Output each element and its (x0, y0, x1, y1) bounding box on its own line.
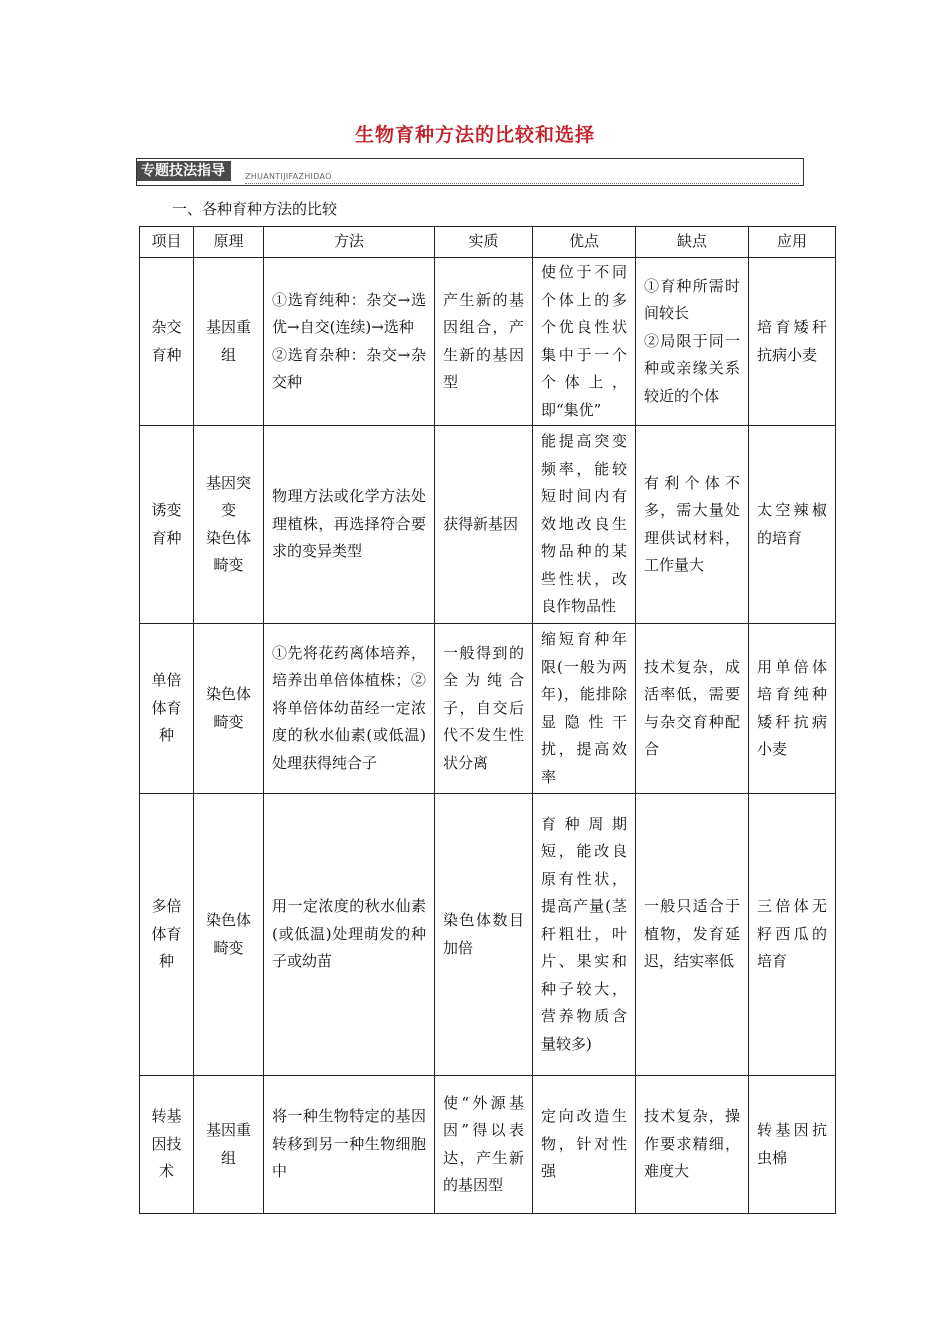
application-cell (749, 794, 836, 1076)
item-text: 单倍体育种 (151, 671, 182, 745)
banner-dotted-line (245, 183, 799, 184)
essence-cell (435, 426, 533, 624)
header-cell: 项目 (140, 227, 194, 258)
table-row (140, 624, 836, 794)
application-text: 培育矮秆抗病小麦 (757, 318, 827, 364)
advantage-text: 定向改造生物，针对性强 (541, 1107, 627, 1181)
advantage-text: 育种周期短，能改良原有性状，提高产量(茎秆粗壮，叶片、果实和种子较大，营养物质含量较多) (541, 814, 627, 1053)
table-header-row (140, 227, 836, 258)
advantage-cell (533, 426, 636, 624)
comparison-table (139, 226, 836, 1214)
header-cell: 优点 (533, 227, 636, 258)
advantage-cell (533, 624, 636, 794)
disadvantage-cell (636, 426, 749, 624)
principle-cell (194, 1076, 264, 1214)
section-heading: 一、各种育种方法的比较 (172, 200, 338, 218)
method-text: ①选育纯种：杂交→选优→自交(连续)→选种 ②选育杂种：杂交→杂交种 (272, 290, 426, 391)
disadvantage-cell (636, 624, 749, 794)
principle-cell (194, 794, 264, 1076)
header-cell: 实质 (435, 227, 533, 258)
disadvantage-text: 有利个体不多，需大量处理供试材料，工作量大 (644, 473, 740, 574)
item-cell (140, 258, 194, 426)
disadvantage-text: ①育种所需时间较长 ②局限于同一种或亲缘关系较近的个体 (644, 276, 740, 405)
application-cell (749, 258, 836, 426)
essence-text: 产生新的基因组合，产生新的基因型 (443, 290, 524, 391)
application-cell (749, 1076, 836, 1214)
application-cell (749, 426, 836, 624)
method-cell (264, 624, 435, 794)
table-row (140, 258, 836, 426)
principle-cell (194, 624, 264, 794)
essence-cell (435, 258, 533, 426)
header-cell: 方法 (264, 227, 435, 258)
principle-text: 染色体畸变 (205, 685, 251, 731)
advantage-cell (533, 1076, 636, 1214)
disadvantage-text: 技术复杂，操作要求精细，难度大 (644, 1107, 740, 1181)
page-title: 生物育种方法的比较和选择 (354, 124, 595, 146)
table-row (140, 1076, 836, 1214)
header-cell: 缺点 (636, 227, 749, 258)
principle-cell (194, 258, 264, 426)
item-text: 诱变育种 (151, 501, 182, 547)
item-cell (140, 624, 194, 794)
essence-cell (435, 1076, 533, 1214)
advantage-cell (533, 258, 636, 426)
header-cell: 原理 (194, 227, 264, 258)
disadvantage-cell (636, 1076, 749, 1214)
section-banner (136, 158, 804, 186)
essence-text: 获得新基因 (443, 514, 519, 533)
essence-text: 使“外源基因”得以表达，产生新的基因型 (443, 1093, 524, 1194)
essence-cell (435, 794, 533, 1076)
application-text: 转基因抗虫棉 (757, 1121, 827, 1167)
disadvantage-cell (636, 258, 749, 426)
banner-pinyin: ZHUANTIJIFAZHIDAO (245, 172, 332, 181)
item-text: 转基因技术 (151, 1107, 182, 1181)
item-cell (140, 794, 194, 1076)
table-row (140, 794, 836, 1076)
table-row (140, 426, 836, 624)
disadvantage-text: 一般只适合于植物，发育延迟，结实率低 (644, 897, 740, 971)
application-text: 太空辣椒的培育 (757, 501, 827, 547)
header-cell: 应用 (749, 227, 836, 258)
method-text: 用一定浓度的秋水仙素(或低温)处理萌发的种子或幼苗 (272, 897, 426, 971)
principle-cell (194, 426, 264, 624)
item-text: 杂交育种 (151, 318, 182, 364)
method-cell (264, 1076, 435, 1214)
method-cell (264, 794, 435, 1076)
advantage-text: 缩短育种年限(一般为两年)，能排除显隐性干扰，提高效率 (541, 630, 627, 786)
principle-text: 基因重组 (205, 1121, 251, 1167)
banner-label: 专题技法指导 (137, 161, 231, 181)
essence-cell (435, 624, 533, 794)
item-cell (140, 426, 194, 624)
method-text: ①先将花药离体培养，培养出单倍体植株；②将单倍体幼苗经一定浓度的秋水仙素(或低温)处理获得纯合子 (272, 643, 426, 772)
application-text: 三倍体无籽西瓜的培育 (757, 897, 827, 971)
disadvantage-cell (636, 794, 749, 1076)
principle-text: 基因突变 染色体畸变 (205, 473, 251, 574)
application-text: 用单倍体培育纯种矮秆抗病小麦 (757, 657, 827, 758)
method-text: 物理方法或化学方法处理植株，再选择符合要求的变异类型 (272, 487, 426, 561)
disadvantage-text: 技术复杂，成活率低，需要与杂交育种配合 (644, 657, 740, 758)
application-cell (749, 624, 836, 794)
advantage-cell (533, 794, 636, 1076)
principle-text: 基因重组 (205, 318, 251, 364)
advantage-text: 使位于不同个体上的多个优良性状集中于一个个体上，即“集优” (541, 263, 627, 419)
method-cell (264, 258, 435, 426)
method-cell (264, 426, 435, 624)
essence-text: 一般得到的全为纯合子，自交后代不发生性状分离 (443, 643, 524, 772)
advantage-text: 能提高突变频率，能较短时间内有效地改良生物品种的某些性状，改良作物品性 (541, 432, 627, 616)
principle-text: 染色体畸变 (205, 911, 251, 957)
essence-text: 染色体数目加倍 (443, 911, 524, 957)
item-cell (140, 1076, 194, 1214)
method-text: 将一种生物特定的基因转移到另一种生物细胞中 (272, 1107, 426, 1181)
item-text: 多倍体育种 (151, 897, 182, 971)
